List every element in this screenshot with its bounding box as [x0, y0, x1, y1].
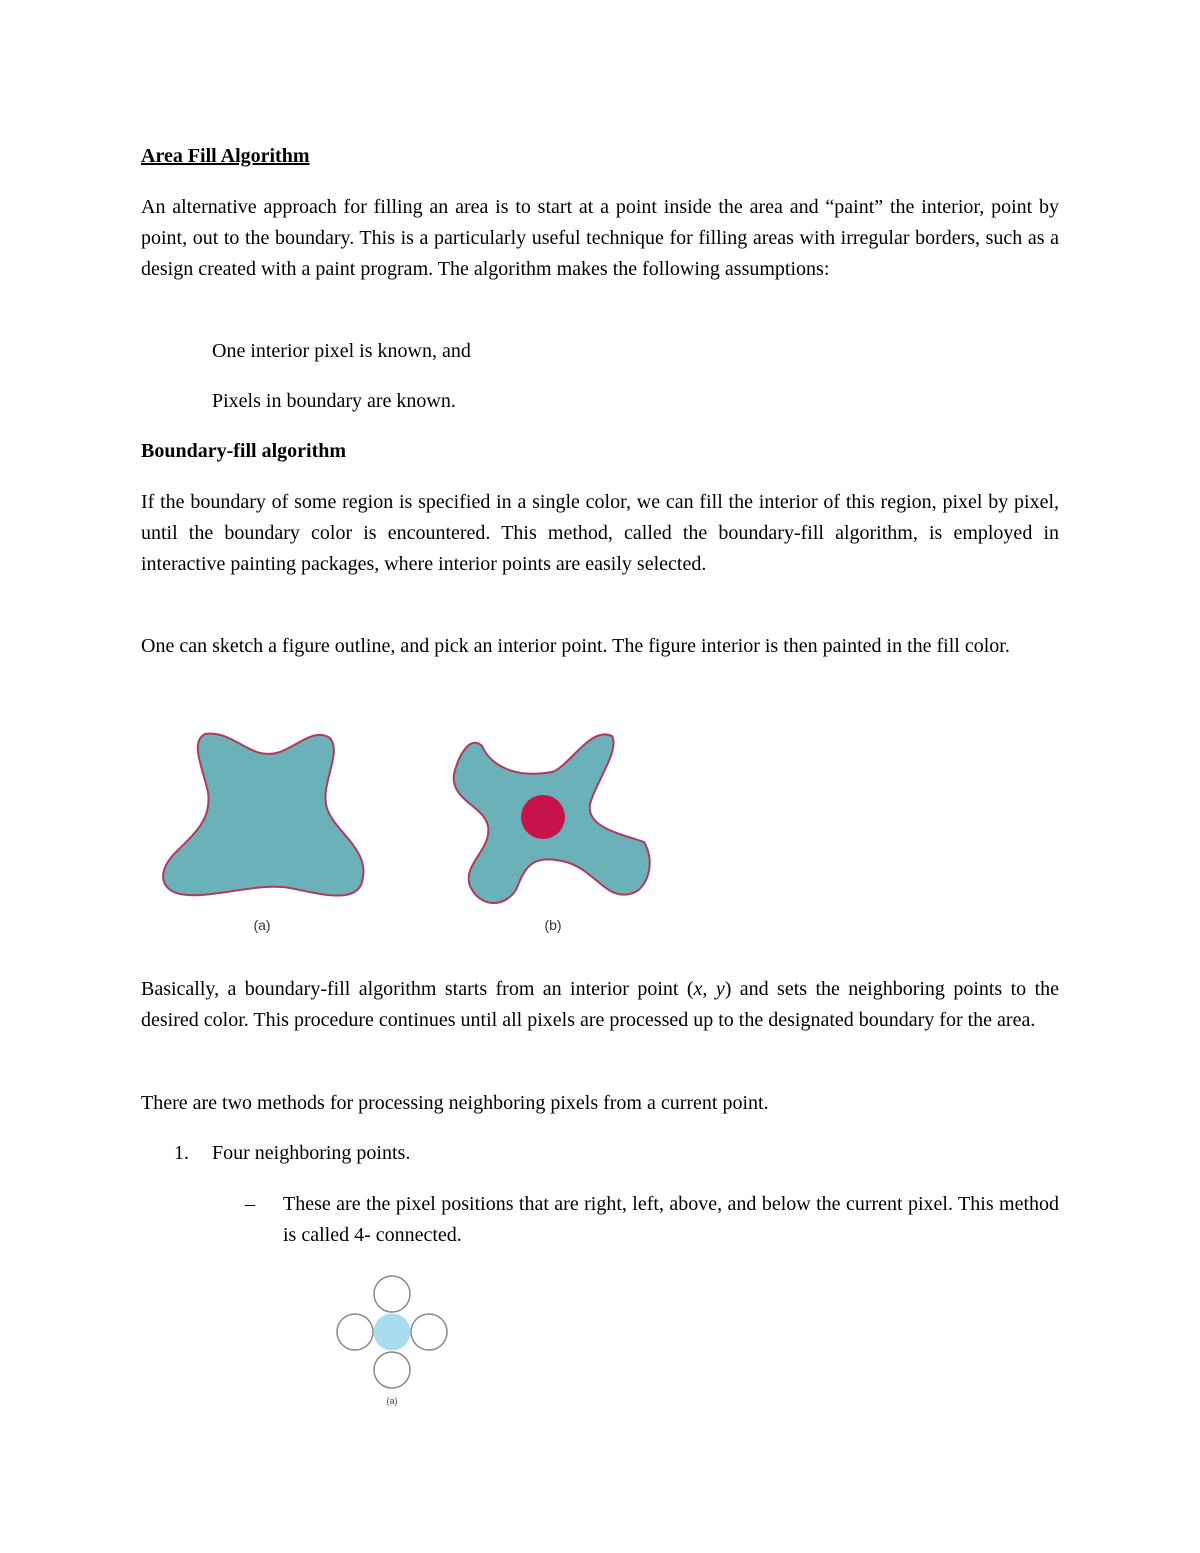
- page-title: Area Fill Algorithm: [141, 145, 310, 167]
- neighbor-pixel-right: [411, 1314, 447, 1350]
- figure-label-b: (b): [544, 917, 562, 933]
- section-heading: Boundary-fill algorithm: [141, 440, 347, 462]
- neighbor-pixel-left: [337, 1314, 373, 1350]
- coordinate-y: y: [715, 978, 725, 1000]
- neighbor-pixel-above: [374, 1276, 410, 1312]
- boundary-fill-figure: [150, 722, 670, 942]
- methods-intro: There are two methods for processing neighboring pixels from a current point.: [141, 1092, 769, 1114]
- list-number-1: 1.: [174, 1142, 189, 1164]
- interior-seed-point: [521, 795, 565, 839]
- coordinate-x: x: [693, 978, 703, 1000]
- assumption-1: One interior pixel is known, and: [212, 340, 471, 362]
- list-dash: –: [245, 1193, 255, 1215]
- sketch-paragraph: One can sketch a figure outline, and pick an interior point. The figure interior is then painted in the fill color.: [141, 635, 1010, 657]
- current-pixel: [374, 1314, 410, 1350]
- list-item-1: Four neighboring points.: [212, 1142, 411, 1164]
- neighbor-pixel-below: [374, 1352, 410, 1388]
- four-connected-figure: [330, 1270, 454, 1410]
- four-connected-description: These are the pixel positions that are right, left, above, and below the current pixel. This method is called 4- connected.: [283, 1193, 1059, 1246]
- boundary-fill-paragraph: If the boundary of some region is specified in a single color, we can fill the interior of this region, pixel by pixel, until the boundary color is encountered. This method, called the boundary-fill algorithm, is employed in interactive painting packages, where interior points are easily selected.: [141, 491, 1059, 575]
- shape-a-unfilled-region: [163, 734, 363, 896]
- intro-paragraph: An alternative approach for filling an area is to start at a point inside the area and “paint” the interior, point by point, out to the boundary. This is a particularly useful technique for filling areas with irregular borders, such as a design created with a paint program. The algorithm makes the following assumptions:: [141, 196, 1059, 280]
- figure2-label: (a): [386, 1396, 398, 1406]
- figure-label-a: (a): [253, 917, 271, 933]
- basic-description-paragraph: Basically, a boundary-fill algorithm starts from an interior point (x, y) and sets the neighboring points to the desired color. This procedure continues until all pixels are processed up to the designated boundary for the area.: [141, 978, 1060, 1031]
- assumption-2: Pixels in boundary are known.: [212, 390, 456, 412]
